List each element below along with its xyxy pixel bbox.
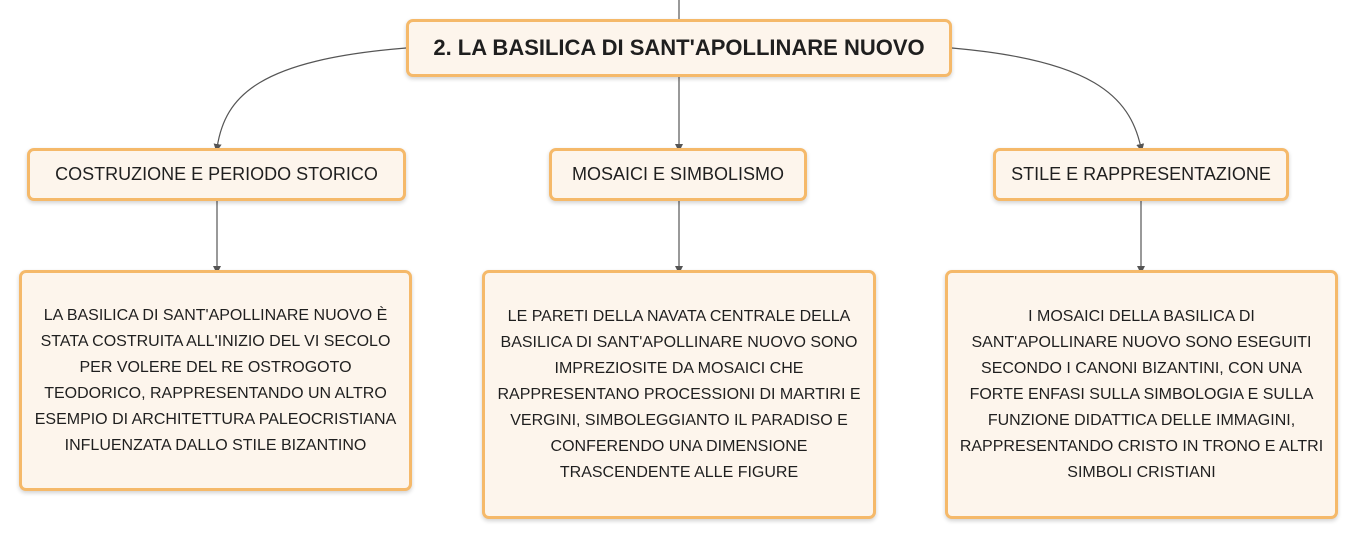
- detail-node-stile[interactable]: [945, 270, 1338, 519]
- branch-node-costruzione[interactable]: [27, 148, 406, 201]
- root-node[interactable]: [406, 19, 952, 77]
- branch-label: STILE E RAPPRESENTAZIONE: [1011, 164, 1271, 184]
- connector-root-to-branch-1: [217, 48, 406, 148]
- branch-node-stile[interactable]: [993, 148, 1289, 201]
- detail-node-costruzione[interactable]: [19, 270, 412, 491]
- root-title: 2. LA BASILICA DI SANT'APOLLINARE NUOVO: [433, 35, 925, 60]
- connector-root-to-branch-3: [952, 48, 1141, 148]
- branch-label: COSTRUZIONE E PERIODO STORICO: [55, 164, 378, 184]
- detail-text: LA BASILICA DI SANT'APOLLINARE NUOVO È STATA COSTRUITA ALL'INIZIO DEL VI SECOLO PER VOLERE DEL RE OSTROGOTO TEODORICO, RAPPRESENTANDO UN ALTRO ESEMPIO DI ARCHITETTURA PALEOCRISTIANA INFLUENZATA DALLO STILE BIZANTINO: [34, 306, 397, 454]
- detail-text: I MOSAICI DELLA BASILICA DI SANT'APOLLINARE NUOVO SONO ESEGUITI SECONDO I CANONI BIZANTINI, CON UNA FORTE ENFASI SULLA SIMBOLOGIA E SULLA FUNZIONE DIDATTICA DELLE IMMAGINI, RAPPRESENTANDO CRISTO IN TRONO E ALTRI SIMBOLI CRISTIANI: [959, 307, 1324, 481]
- branch-label: MOSAICI E SIMBOLISMO: [571, 164, 785, 184]
- detail-node-mosaici[interactable]: [482, 270, 876, 519]
- detail-text: LE PARETI DELLA NAVATA CENTRALE DELLA BASILICA DI SANT'APOLLINARE NUOVO SONO IMPREZIOSITE DA MOSAICI CHE RAPPRESENTANO PROCESSIONI DI MARTIRI E VERGINI, SIMBOLEGGIANTO IL PARADISO E CONFERENDO UNA DIMENSIONE TRASCENDENTE ALLE FIGURE: [497, 307, 861, 481]
- branch-node-mosaici[interactable]: [549, 148, 807, 201]
